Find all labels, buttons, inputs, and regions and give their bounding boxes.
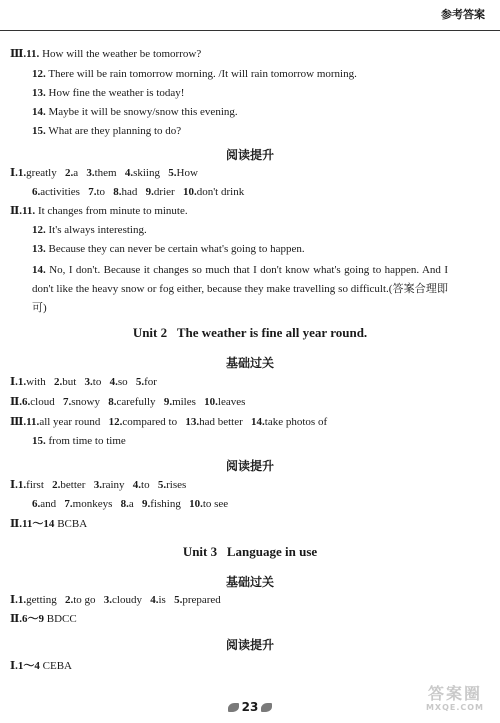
page-number: 23 <box>0 700 500 714</box>
section-heading-reading: 阅读提升 <box>225 459 274 473</box>
answer-row: Ⅰ.1.with 2.but 3.to 4.so 5.for <box>10 376 157 388</box>
section-heading-basic: 基础过关 <box>225 575 274 589</box>
answer-row: 6.activities 7.to 8.had 9.drier 10.don't drink <box>32 186 245 198</box>
answer-line: Ⅱ.11～14 BCBA <box>10 518 88 530</box>
page-header-title: 参考答案 <box>441 8 485 21</box>
leaf-icon <box>261 703 272 712</box>
section-heading-reading: 阅读提升 <box>225 148 274 162</box>
leaf-icon <box>228 703 239 712</box>
answer-line: Ⅰ.1～4 CEBA <box>10 660 72 672</box>
answer-row: 6.and 7.monkeys 8.a 9.fishing 10.to see <box>32 498 229 510</box>
section-heading-basic: 基础过关 <box>225 356 274 370</box>
answer-line: 12. It's always interesting. <box>32 224 147 236</box>
answer-line: 15. What are they planning to do? <box>32 125 182 137</box>
answer-line: 14. Maybe it will be snowy/snow this evening. <box>32 106 238 118</box>
answer-line: 15. from time to time <box>32 435 126 447</box>
answer-line: 13. How fine the weather is today! <box>32 87 185 99</box>
answer-row: Ⅰ.1.first 2.better 3.rainy 4.to 5.rises <box>10 479 187 491</box>
unit-heading: Unit 2 The weather is fine all year round. <box>132 325 368 340</box>
header-divider <box>0 30 500 31</box>
watermark: 答案圈 MXQE.COM <box>425 684 485 712</box>
answer-row: Ⅰ.1.greatly 2.a 3.them 4.skiing 5.How <box>10 167 198 179</box>
answer-line: 13. Because they can never be certain what's going to happen. <box>32 243 305 255</box>
section-heading-reading: 阅读提升 <box>225 638 274 652</box>
answer-row: Ⅲ.11.all year round 12.compared to 13.had better 14.take photos of <box>10 416 328 428</box>
answer-line: 12. There will be rain tomorrow morning. /It will rain tomorrow morning. <box>32 68 357 80</box>
answer-row: Ⅰ.1.getting 2.to go 3.cloudy 4.is 5.prepared <box>10 594 221 606</box>
answer-line: Ⅱ.6～9 BDCC <box>10 613 77 625</box>
answer-line: Ⅲ.11. How will the weather be tomorrow? <box>10 48 202 60</box>
answer-row: Ⅱ.6.cloud 7.snowy 8.carefully 9.miles 10.leaves <box>10 396 246 408</box>
answer-paragraph: 14. No, I don't. Because it changes so much that I don't know what's going to happen. And I don't like the heavy snow or fog either, because they make travelling so difficult.(答案合理即可) <box>32 264 448 314</box>
answer-line: Ⅱ.11. It changes from minute to minute. <box>10 205 188 217</box>
unit-heading: Unit 3 Language in use <box>182 544 318 559</box>
